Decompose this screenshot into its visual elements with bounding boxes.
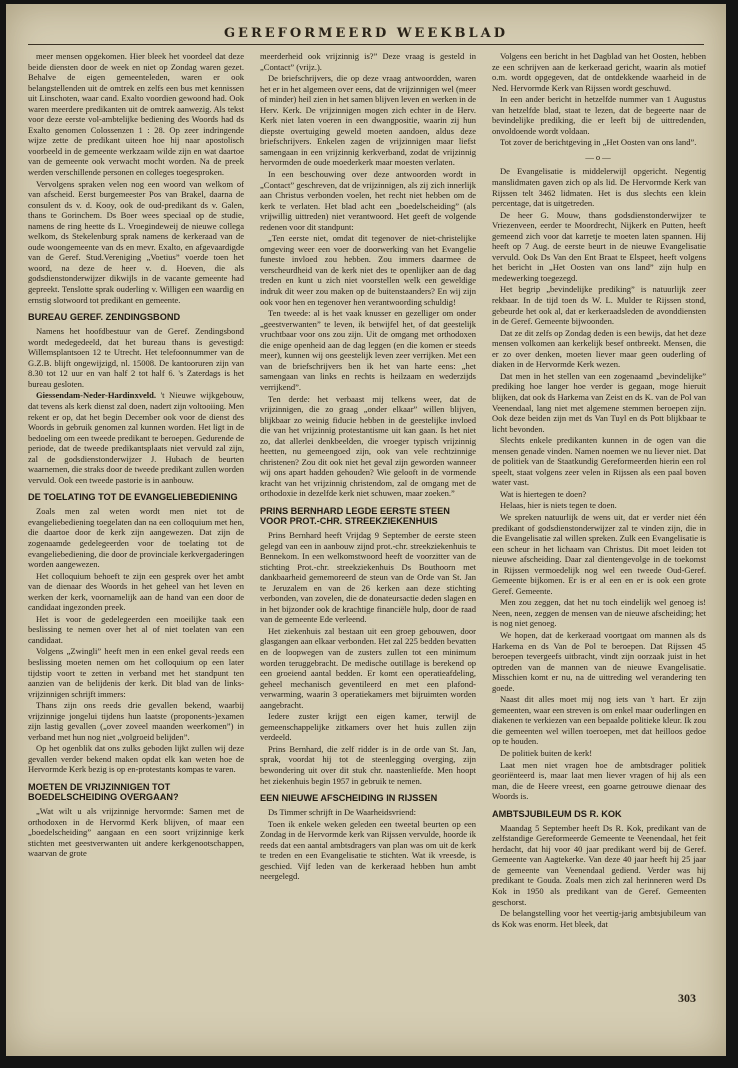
paragraph: Vervolgens spraken velen nog een woord van welkom of van afscheid. Eerst burgemeester Pos van Brakel, daarna de consulent ds v. d. Kooy, ook de oud-predikant ds v. Galen, thans te Gorinchem. Ds Boer wees speciaal op de studie, namens de ring heette ds L. Vroegindeweij de nieuwe collega welkom, ds Stekelenburg sprak namens de kerkeraad van de oude woongemeente van ds en mevr. Exalto, en afgevaardigde van de Geref. Stud.Vereniging „Voetius” voerde toen het woord, na deze de heer v. d. Hoeven, die als godsdienstonderwijzer dikwijls in de vacante gemeente had gepreekt. Tenslotte sprak ouderling v. Willigen een waardig en ernstig slotwoord tot predikant en gemeente. <box>28 178 244 305</box>
run-in-heading: Giessendam-Neder-Hardinxveld. <box>36 390 157 401</box>
paragraph: Helaas, hier is niets tegen te doen. <box>500 500 617 511</box>
paragraph: In een ander bericht in hetzelfde nummer van 1 Augustus van hetzelfde blad, staat te lezen, dat de begeerte naar de bevindelijke prediking, die er leeft bij de uittredenden, onvoldoende wordt voldaan. <box>492 94 706 136</box>
section-heading: BUREAU GEREF. ZENDINGSBOND <box>28 312 181 323</box>
paragraph: meer mensen opgekomen. Hier bleek het voordeel dat deze beide diensten door de week en niet op Zondag waren gezet. Behalve de eigen gemeenteleden, waren er ook belangstellenden uit de omtrek en zelfs een bus met kennissen uit Linschoten, waar cand. Exalto voordien gewoond had. Ook waren meerdere predikanten uit de omtrek aanwezig. Als tekst voor deze eerste vol-ambtelijke bediening des Woords had ds Exalto genomen Colossenzen 1 : 28. Op zeer indringende wijze zette de predikant uiteen hoe hij naar apostolisch voorbeeld in de gemeente werkzaam wilde zijn en wat daartoe van de gemeente ook verwacht mocht worden. Na de preek werden verschillende personen en colleges toegesproken. <box>28 51 244 178</box>
section-heading: AMBTSJUBILEUM DS R. KOK <box>492 808 622 819</box>
header-rule <box>28 44 704 45</box>
paragraph: De heer G. Mouw, thans godsdienstonderwijzer te Vriezenveen, eerder te Moordrecht, Nijkerk en Putten, heeft gemeend zich voor dat karretje te moeten laten spannen. Hij heeft op 7 Aug. de eerste beurt in de nieuwe Evangelisatie vervuld. Ook Ds Van den Ent Braat te Elspeet, heeft volgens het bericht in „Het Oosten van ons land” zijn hulp en medewerking toegezegd. <box>492 209 706 283</box>
section-heading: DE TOELATING TOT DE EVANGELIEBEDIENING <box>28 492 238 503</box>
paragraph: Wat is hiertegen te doen? <box>500 488 587 499</box>
column-2 <box>260 51 476 1051</box>
paragraph: Maandag 5 September heeft Ds R. Kok, predikant van de zelfstandige Gereformeerde Gemeente te Veenendaal, het feit herdacht, dat hij voor 40 jaar predikant werd bij de Geref. Gemeente van Aagtekerke. Van deze 40 jaar heeft hij 25 jaar de gemeente van Veenendaal gediend. Verder was hij predikant te Gouda. Zoals men zich zal herinneren werd Ds Kok in 1950 als predikant van de Geref. Gemeenten geschorst. <box>492 822 706 907</box>
paragraph: Volgens „Zwingli” heeft men in een enkel geval reeds een beslissing moeten nemen om het colloquium op een later tijdstip voort te zetten in verband met het standpunt ten aanzien van de belijdenis der kerk. Dit blad van de links-vrijzinnigen schrijft immers: <box>28 646 244 699</box>
paragraph: Toen ik enkele weken geleden een tweetal beurten op een Zondag in de Hervormde kerk van Rijssen vervulde, hoorde ik reeds dat een aantal ambtsdragers van plan was om uit de kerk te treden en een Evangelisatie te stichten. Wat ik vreesde, is geschied. Vijf leden van de kerkeraad hebben hun ambt neergelegd. <box>260 818 476 882</box>
paragraph: De Evangelisatie is middelerwijl opgericht. Negentig manslidmaten gaven zich op als lid. De Hervormde Kerk van Rijssen telt 3462 lidmaten. Het is dus slechts een klein percentage, dat is uitgetreden. <box>492 166 706 209</box>
paragraph: Slechts enkele predikanten kunnen in de ogen van die mensen genade vinden. Namen noemen we nu liever niet. Dat de politiek van de Staatkundig Gereformeerden hierin een rol speelt, staat volgens zeer velen in Rijssen als een paal boven water vast. <box>492 435 706 488</box>
paragraph: In een beschouwing over deze antwoorden wordt in „Contact” geschreven, dat de vrijzinnigen, als zij zich innerlijk aan Christus verbonden voelen, het recht niet hebben om de kerk te verlaten. Het blad acht een „boedelscheiding” (als vrijwillig uittreden) niet verantwoord. Het geeft de volgende redenen voor dit standpunt: <box>260 169 476 232</box>
section-heading: PRINS BERNHARD LEGDE EERSTE STEEN VOOR PROT.-CHR. STREEKZIEKENHUIS <box>260 505 450 526</box>
paragraph: Laat men niet vragen hoe de ambtsdrager politiek georiënteerd is, maar laat men liever vragen of hij als een man, die de Heere vreest, een goarne getrouwe dienaar des Woords is. <box>492 759 706 802</box>
paragraph: Thans zijn ons reeds drie gevallen bekend, waarbij vrijzinnige jongelui tijdens hun laatste (proponents-)examen zijn lastig gevallen („over zoveel maanden weerkomen”) in verband met hun nog niet „volgroeid belijden”. <box>28 700 244 742</box>
paragraph: We spreken natuurlijk de wens uit, dat er verder niet één predikant of godsdienstonderwijzer zal te vinden zijn, die in die Evangelisatie zal willen spreken. Zulk een Evangelisatie is een scheur in het lichaam van Christus. Dit moet leiden tot nieuwe afscheiding. Daar zal dientengevolge in de toekomst in Rijssen vermoedelijk nog wel een tweede Oud-Geref. Gemeente bijkomen. Er is er al een en er is ook een grote Geref. Gemeente. <box>492 511 706 596</box>
paragraph: Dat ze dit zelfs op Zondag deden is een bewijs, dat het deze mensen volkomen aan kerkelijk besef ontbreekt. Mensen, die er zo over denken, moeten liever maar geen ouderling of diaken in de Hervormde Kerk wezen. <box>492 327 706 370</box>
paragraph: De politiek buiten de kerk! <box>500 748 593 758</box>
paragraph: Op het ogenblik dat ons zulks geboden lijkt zullen wij deze gevallen verder bekend maken opdat elk kan weten hoe de Hervormde Kerk bezig is op en-protestants kompas te varen. <box>28 743 244 775</box>
paragraph: Het is voor de gedelegeerden een moeilijke taak een beslissing te nemen over het al of niet toelaten van een candidaat. <box>28 613 244 645</box>
page-number: 303 <box>678 991 696 1005</box>
section-separator: —o— <box>585 151 613 162</box>
column-3 <box>492 51 706 1051</box>
paragraph: Iedere zuster krijgt een eigen kamer, terwijl de gemeenschappelijke zitkamers over het huis zullen zijn verdeeld. <box>260 711 476 743</box>
paragraph: Ten tweede: al is het vaak knusser en gezelliger om onder „geestverwanten” te leven, ik betwijfel het, of dat geestelijk vruchtbaar voor ons zou zijn. Uit de omgang met orthodoxen die enige openheid aan de dag leggen (en die komen er steeds meer), kunnen wij ons geestelijk leven zeer verrijken. Met een van de briefschrijvers ben ik het van harte eens: „het samengaan van links en rechts is heilzaam en wederzijds verrijkend”. <box>260 308 476 392</box>
paragraph: Volgens een bericht in het Dagblad van het Oosten, hebben ze een schrijven aan de kerkeraad gericht, waarin als motief o.m. wordt opgegeven, dat de ontdekkende waarheid in de Ned. Hervormde Kerk van Rijssen wordt geschuwd. <box>492 51 706 93</box>
paragraph: Prins Bernhard, die zelf ridder is in de orde van St. Jan, sprak, voordat hij tot de steenlegging overging, zijn bewondering uit over dit stuk chr. naastenliefde. Men hoopt het ziekenhuis begin 1957 in gebruik te nemen. <box>260 743 476 786</box>
paragraph: Men zou zeggen, dat het nu toch eindelijk wel genoeg is! Neen, neen, zeggen de mensen van de nieuwe afscheiding; het is nog niet genoeg. <box>492 597 706 629</box>
paragraph: Dat men in het stellen van een zogenaamd „bevindelijke” prediking hoe langer hoe verder is gegaan, moge hieruit blijken, dat ook ds Harkema van Zeist en ds K. van de Pol van Veenendaal, lang niet met algemene stemmen beroepen zijn. Ook deze beiden zijn met ds Van Tuyl en ds Pott blijkbaar te licht bevonden. <box>492 370 706 434</box>
paragraph: „Ten eerste niet, omdat dit tegenover de niet-christelijke omgeving weer een voer de doorwerking van het Evangelie funeste invloed zou hebben. Zou immers daarmee de verscheurdheid van de kerk niet des te openlijker aan de dag treden en kunt u zich niet voorstellen welk een geweldige indruk dit weer zou maken op de buitenstaanders? En wij zijn ook voor hen en tegenover hen verantwoording schuldig! <box>260 233 476 307</box>
paragraph: Namens het hoofdbestuur van de Geref. Zendingsbond wordt medegedeeld, dat het bureau thans is gevestigd: Willemsplantsoen 12 te Utrecht. Het telefoonnummer van de G.Z.B. blijft ongewijzigd, nl. 15008. De kantooruren zijn van 8.30 tot 12 uur en van half 2 tot half 6. 's Zaterdags is het bureau gesloten. <box>28 326 244 389</box>
newspaper-page <box>6 4 726 1056</box>
paragraph: „Wat wilt u als vrijzinnige hervormde: Samen met de orthodoxen in de Hervormd Kerk blijven, of maar een „boedelscheiding” aangaan en een soort vrijzinnige kerk stichten met geestverwanten uit andere kerkgenootschappen, waarvan de grote <box>28 806 244 859</box>
section-heading: EEN NIEUWE AFSCHEIDING IN RIJSSEN <box>260 793 438 804</box>
page-header: GEREFORMEERD WEEKBLAD <box>223 26 509 41</box>
paragraph: Het ziekenhuis zal bestaan uit een groep gebouwen, door glasgangen aan elkaar verbonden. Het zal 225 bedden bevatten en de loopwegen van de zusters zullen tot een minimum worden teruggebracht. De medische outillage is berekend op een groeiend aantal bedden. Er komt een operatieafdeling, geheel mechanisch geventileerd en met een plafond-verwarming, waarin 3 operatiekamers met bijruimten worden aangebracht. <box>260 625 476 710</box>
paragraph: Prins Bernhard heeft Vrijdag 9 September de eerste steen gelegd van een in aanbouw zijnd prot.-chr. streekziekenhuis te Bennekom. In een welkomstwoord heeft de voorzitter van de stichting Prot.-chr. streekziekenhuis Ds Bouthoorn met dankbaarheid gememoreerd de steun van de Orde van St. Jan te Jeruzalem en van de 26 kerken aan deze stichting verbonden, van zovelen, die de donateursactie deden slagen en in het bijzonder ook de krachtige financiële hulp, door de raad van de gemeente Ede verleend. <box>260 529 476 625</box>
paragraph: De belangstelling voor het veertig-jarig ambtsjubileum van ds Kok was enorm. Het bleek, dat <box>492 908 706 929</box>
paragraph-text: 't Nieuwe wijkgebouw, dat tevens als kerk dienst zal doen, nadert zijn voltooiing. Men rekent er op, dat het begin December ook voor de dienst des Woords in gebruik genomen zal kunnen worden. Het ligt in de bedoeling om een tweede predikant te beroepen. Gedurende de periode, dat de tweede predikantsplaats niet vervuld zal zijn, zal de godsdienstonderwijzer J. Hubach de beurten waarnemen, die straks door de tweede predikant zullen worden vervuld. Ook een tweede pastorie is in aanbouw. <box>28 390 244 485</box>
paragraph: Tot zover de berichtgeving in „Het Oosten van ons land”. <box>500 137 697 148</box>
paragraph: De briefschrijvers, die op deze vraag antwoordden, waren het er in het algemeen over eens, dat de vrijzinnigen wel (meer of minder) heil zien in het samen blijven leven en werken in de Herv. Kerk. De vrijzinnigen mogen zich echter in de Herv. Kerk niet laten voeren in een dwangpositie, waarin zij hun diepste overtuiging geweld moeten aandoen, aldus deze briefschrijvers. Enkelen zagen de vrijzinnigen maar liefst samengaan in een vrijzinnig kerkverband, zodat de vrijzinnig hervormden de oude moederkerk maar moesten verlaten. <box>260 73 476 168</box>
paragraph: We hopen, dat de kerkeraad voortgaat om mannen als ds Harkema en ds Van de Pol te beroepen. Dat Rijssen 45 beroepen tevergeefs uitbracht, vindt zijn oorzaak juist in het optreden van de mannen van de nieuwe Evangelisatie. Misschien komt er nu, na de uittreding wel verandering ten goede. <box>492 629 706 693</box>
paragraph: meerderheid ook vrijzinnig is?” Deze vraag is gesteld in „Contact” (vrijz.). <box>260 51 476 72</box>
paragraph: Het colloquium behoeft te zijn een gesprek over het ambt van de dienaar des Woords in het geheel van het leven en werken der kerk, voornamelijk aan de hand van een door de candidaat ingezonden preek. <box>28 570 244 613</box>
paragraph <box>28 390 244 485</box>
paragraph: Naast dit alles moet mij nog iets van 't hart. Er zijn gemeenten, waar een streven is om enkel maar ouderlingen en diakenen te verkiezen van een bepaalde politieke kleur. Ik zou die gemeenten wel willen toeroepen, met dat heilloos gedoe op te houden. <box>492 694 706 747</box>
section-heading: MOETEN DE VRIJZINNIGEN TOT BOEDELSCHEIDING OVERGAAN? <box>28 782 179 802</box>
paragraph: Zoals men zal weten wordt men niet tot de evangeliebediening toegelaten dan na een colloquium met hen, die daartoe door de kerk zijn aangewezen. Dat zijn de zogenaamde gedelegeerden voor de toelating tot de evangeliebediening, die door de provinciale kerkvergaderingen worden aangewezen. <box>28 506 244 570</box>
paragraph: Ten derde: het verbaast mij telkens weer, dat de vrijzinnigen, die zo graag „onder elkaar” willen blijven, blijkbaar zo weinig fiducie hebben in de geestelijke invloed die van het vrijzinnig protestantisme uit kan gaan. Is het niet zo, dat allerlei denkbeelden, die vroeger typisch vrijzinnig heetten, nu gemeengoed zijn, ook van vele rechtzinnige christenen? Zou dit ook niet het geval zijn geworden wanneer wij ons apart hadden gehouden? Wie gelooft in de vormende kracht van het vrijzinnig christendom, zal de omgang met de orthodoxie in dezelfde kerk niet schuwen, maar zoeken.” <box>260 393 476 499</box>
paragraph: Ds Timmer schrijft in De Waarheidsvriend: <box>268 807 416 818</box>
paragraph: Het begrip „bevindelijke prediking” is natuurlijk zeer rekbaar. In de tijd toen ds W. L. Mulder te Rijssen stond, gebeurde het ook al, dat er kerkeraadsleden de avonddiensten in de Geref. Gemeente bijwoonden. <box>492 284 706 327</box>
column-1 <box>28 51 244 1051</box>
